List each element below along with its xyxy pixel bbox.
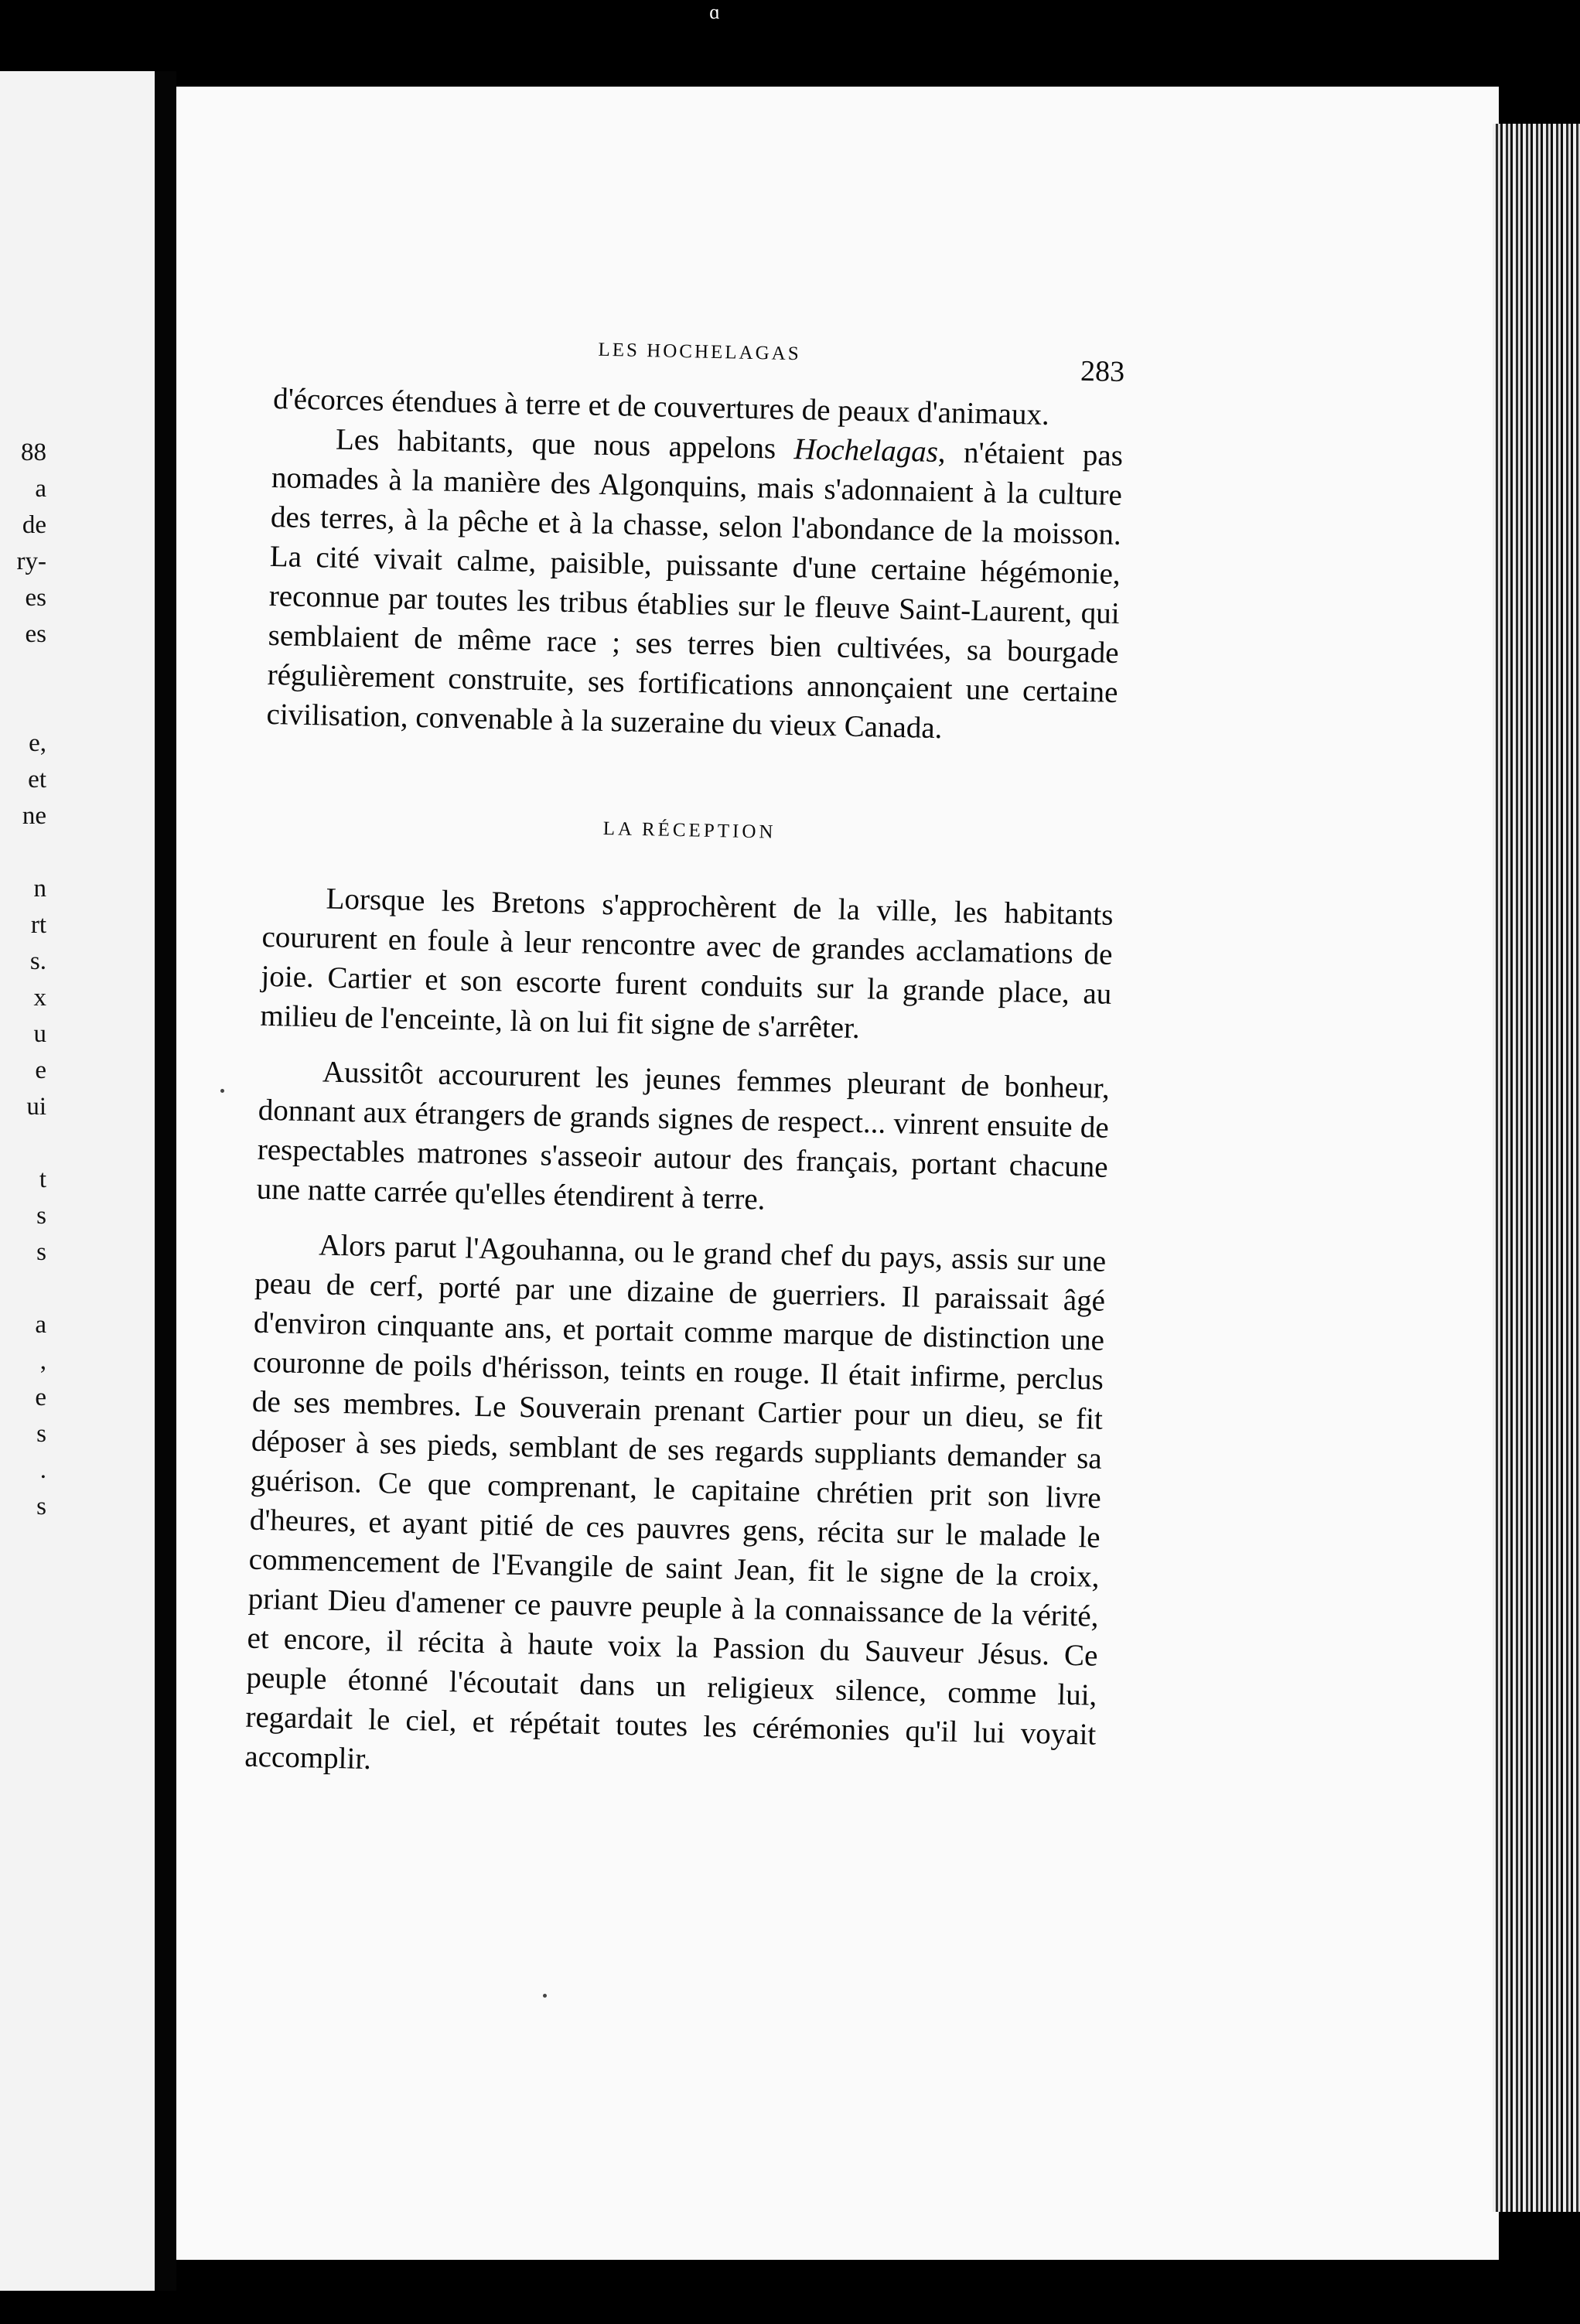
- left-edge-fragment: t: [39, 1165, 46, 1193]
- left-edge-fragment: [0, 1125, 46, 1162]
- paragraph-agouhanna: Alors parut l'Agouhanna, ou le grand chef du pays, assis sur une peau de cerf, porté par une dizaine de guerriers. Il paraissait âgé d'environ cinquante ans, et portait comme marque de distinction une couronne de poils d'hérisson, teints en rouge. Il était infirme, perclus de ses membres. Le Souverain prenant Cartier pour un dieu, se fit déposer à ses pieds, semblant de ses regards suppliants demander sa guérison. Ce que comprenant, le capitaine chrétien prit son livre d'heures, et ayant pitié de ces pauvres gens, récita sur le malade le commencement de l'Evangile de saint Jean, fit le signe de la croix, priant Dieu d'amener ce pauvre peuple à la connaissance de la vérité, et encore, il récita à haute voix la Passion du Sauveur Jésus. Ce peuple étonné l'écoutait dans un religieux silence, comme lui, regardait le ciel, et répétait toutes les cérémonies qu'il lui voyait accomplir.: [244, 1228, 1107, 1776]
- left-edge-fragment: .: [39, 1456, 46, 1484]
- section-title: LA RÉCEPTION: [602, 818, 776, 843]
- left-page-text-fragments: [0, 435, 46, 1525]
- left-edge-fragment: 88: [21, 439, 46, 466]
- left-edge-fragment: n: [33, 875, 46, 903]
- left-edge-fragment: es: [25, 584, 46, 612]
- left-edge-fragment: s.: [29, 947, 46, 975]
- left-edge-fragment: s: [36, 1202, 46, 1230]
- left-edge-fragment: [0, 689, 46, 725]
- book-gutter: [155, 71, 176, 2291]
- left-edge-fragment: ry-: [16, 548, 46, 575]
- top-mark-glyph: ɑ: [709, 1, 720, 23]
- left-page-edge: [0, 71, 155, 2291]
- speck: [543, 1994, 547, 1998]
- left-edge-fragment: e,: [29, 729, 46, 757]
- left-edge-fragment: a: [35, 1311, 46, 1339]
- left-edge-fragment: [0, 1271, 46, 1307]
- left-edge-fragment: ,: [39, 1347, 46, 1375]
- left-edge-fragment: et: [28, 766, 46, 793]
- paragraph-continuation: d'écorces étendues à terre et de couvertures de peaux d'animaux.: [272, 381, 1050, 432]
- left-edge-fragment: a: [35, 475, 46, 503]
- running-title: LES HOCHELAGAS: [598, 339, 801, 365]
- left-edge-fragment: e: [35, 1384, 46, 1411]
- left-edge-fragment: ne: [22, 802, 46, 830]
- left-edge-fragment: rt: [30, 911, 46, 939]
- page-content: [244, 333, 1125, 1794]
- left-edge-fragment: s: [36, 1238, 46, 1266]
- left-edge-fragment: s: [36, 1493, 46, 1520]
- left-edge-fragment: s: [36, 1420, 46, 1448]
- left-edge-fragment: [0, 653, 46, 689]
- left-edge-fragment: x: [33, 984, 46, 1012]
- left-edge-fragment: es: [25, 620, 46, 648]
- paragraph-inhabitants: Les habitants, que nous appelons Hochelagas, n'étaient pas nomades à la manière des Algonquins, mais s'adonnaient à la culture des terres, à la pêche et à la chasse, selon l'abondance de la moisson. La cité vivait calme, paisible, puissante d'une certaine hégémonie, reconnue par toutes les tribus établies sur le fleuve Saint-Laurent, qui semblaient de même race ; ses terres bien cultivées, sa bourgade régulièrement construite, ses fortifications annonçaient une certaine civilisation, convenable à la suzeraine du vieux Canada.: [266, 422, 1124, 746]
- speck: [220, 1089, 224, 1093]
- left-edge-fragment: [0, 834, 46, 871]
- page-number: 283: [1080, 354, 1125, 389]
- left-edge-fragment: e: [35, 1056, 46, 1084]
- paragraph-women: Aussitôt accoururent les jeunes femmes pleurant de bonheur, donnant aux étrangers de grands signes de respect... vinrent ensuite de respectables matrones s'asseoir autour des français, portant chacune une natte carrée qu'elles étendirent à terre.: [256, 1055, 1111, 1217]
- paragraph-arrival: Lorsque les Bretons s'approchèrent de la ville, les habitants coururent en foule à leur rencontre avec de grandes acclamations de joie. Cartier et son escorte furent conduits sur la grande place, au milieu de l'enceinte, là on lui fit signe de s'arrêter.: [260, 882, 1114, 1046]
- left-edge-fragment: u: [33, 1020, 46, 1048]
- left-edge-fragment: de: [22, 511, 46, 539]
- page-stack-edge: [1493, 124, 1580, 2212]
- left-edge-fragment: ui: [26, 1093, 46, 1121]
